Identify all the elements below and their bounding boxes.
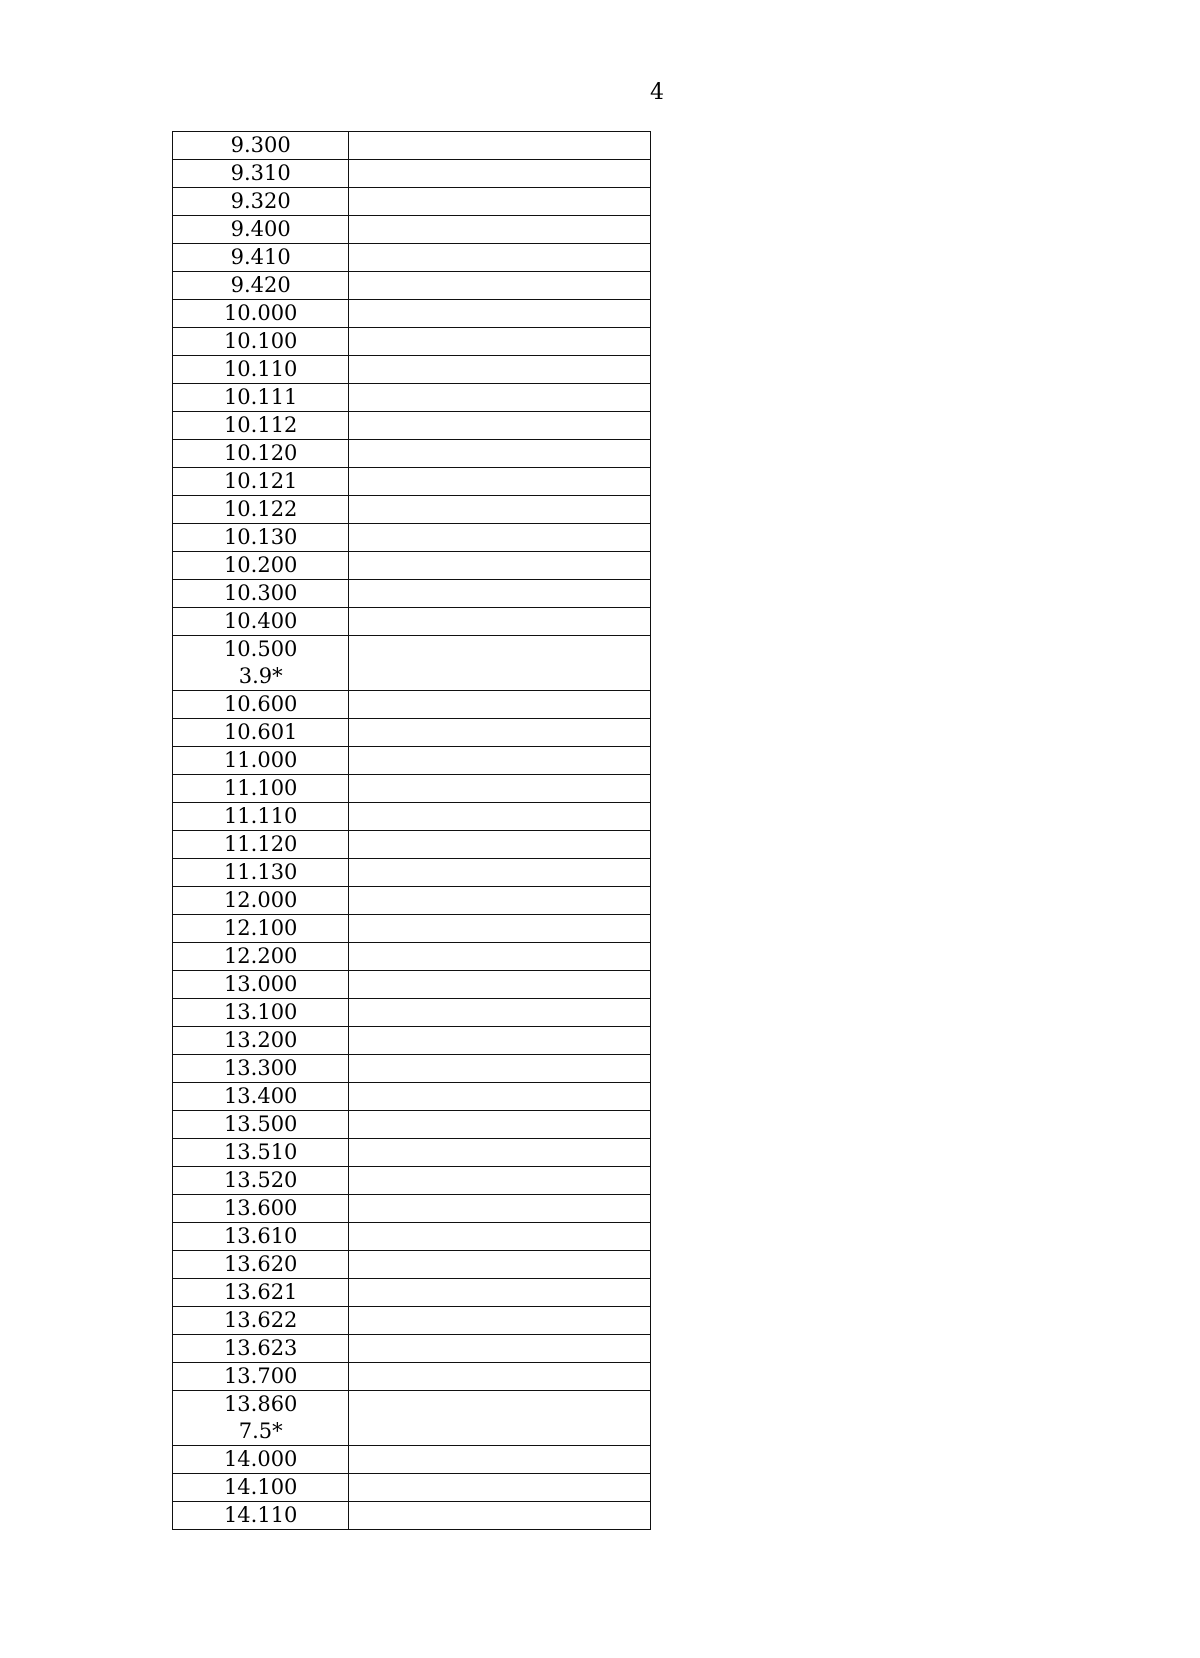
code-cell [173, 719, 349, 747]
page-number: 4 [650, 80, 664, 105]
code-text: 13.000 [223, 972, 298, 996]
value-cell [349, 580, 651, 608]
table-row [173, 719, 651, 747]
table-row [173, 468, 651, 496]
code-text: 13.400 [223, 1084, 298, 1108]
code-cell [173, 300, 349, 328]
code-cell [173, 1502, 349, 1530]
code-text: 9.420 [230, 273, 291, 297]
value-cell [349, 1363, 651, 1391]
table-row [173, 747, 651, 775]
code-cell [173, 971, 349, 999]
code-text: 13.200 [223, 1028, 298, 1052]
code-cell [173, 468, 349, 496]
table-row [173, 1307, 651, 1335]
code-cell [173, 831, 349, 859]
value-cell [349, 1139, 651, 1167]
code-cell [173, 1279, 349, 1307]
code-text: 13.621 [223, 1280, 298, 1304]
value-cell [349, 1167, 651, 1195]
table-row [173, 971, 651, 999]
code-text: 12.100 [223, 916, 298, 940]
table-row [173, 1335, 651, 1363]
code-text: 13.510 [223, 1140, 298, 1164]
code-cell [173, 580, 349, 608]
code-cell [173, 1139, 349, 1167]
code-text: 10.300 [223, 581, 298, 605]
table-row [173, 412, 651, 440]
table-row [173, 999, 651, 1027]
code-cell [173, 412, 349, 440]
table-row [173, 356, 651, 384]
table-row [173, 1167, 651, 1195]
code-text: 9.400 [230, 217, 291, 241]
value-cell [349, 915, 651, 943]
value-cell [349, 412, 651, 440]
code-text: 10.400 [223, 609, 298, 633]
table-row [173, 636, 651, 691]
code-table-body [173, 132, 651, 1530]
code-cell [173, 1195, 349, 1223]
code-text: 10.200 [223, 553, 298, 577]
table-row [173, 1223, 651, 1251]
code-text: 10.111 [223, 385, 298, 409]
code-cell [173, 132, 349, 160]
table-row [173, 580, 651, 608]
table-row [173, 524, 651, 552]
code-text: 9.310 [230, 161, 291, 185]
code-text: 11.110 [223, 804, 298, 828]
code-cell [173, 1055, 349, 1083]
value-cell [349, 384, 651, 412]
table-row [173, 943, 651, 971]
table-row [173, 1474, 651, 1502]
code-text: 10.100 [223, 329, 298, 353]
value-cell [349, 440, 651, 468]
value-cell [349, 244, 651, 272]
value-cell [349, 859, 651, 887]
code-text: 10.110 [223, 357, 298, 381]
value-cell [349, 803, 651, 831]
table-row [173, 132, 651, 160]
code-text: 13.610 [223, 1224, 298, 1248]
code-cell [173, 328, 349, 356]
code-cell [173, 1474, 349, 1502]
code-cell [173, 999, 349, 1027]
value-cell [349, 608, 651, 636]
table-row [173, 915, 651, 943]
value-cell [349, 496, 651, 524]
table-row [173, 803, 651, 831]
code-cell [173, 356, 349, 384]
value-cell [349, 1027, 651, 1055]
code-text: 9.410 [230, 245, 291, 269]
code-cell [173, 1083, 349, 1111]
code-cell [173, 272, 349, 300]
table-row [173, 887, 651, 915]
code-text: 13.500 [223, 1112, 298, 1136]
table-row [173, 328, 651, 356]
value-cell [349, 328, 651, 356]
code-cell [173, 1223, 349, 1251]
code-text: 10.121 [223, 469, 298, 493]
value-cell [349, 747, 651, 775]
code-text: 3.9* [238, 664, 283, 688]
value-cell [349, 887, 651, 915]
code-cell [173, 859, 349, 887]
code-text: 13.520 [223, 1168, 298, 1192]
code-text: 10.120 [223, 441, 298, 465]
code-text: 10.122 [223, 497, 298, 521]
code-cell [173, 1391, 349, 1446]
table-row [173, 1391, 651, 1446]
table-row [173, 1502, 651, 1530]
code-cell [173, 1335, 349, 1363]
value-cell [349, 188, 651, 216]
table-row [173, 608, 651, 636]
code-text: 14.100 [223, 1475, 298, 1499]
code-text: 7.5* [238, 1419, 283, 1443]
value-cell [349, 1391, 651, 1446]
code-text: 14.000 [223, 1447, 298, 1471]
code-cell [173, 803, 349, 831]
value-cell [349, 300, 651, 328]
value-cell [349, 971, 651, 999]
code-text: 13.620 [223, 1252, 298, 1276]
value-cell [349, 468, 651, 496]
code-text: 11.100 [223, 776, 298, 800]
table-row [173, 831, 651, 859]
code-text: 14.110 [223, 1503, 298, 1527]
value-cell [349, 1279, 651, 1307]
code-cell [173, 1251, 349, 1279]
code-cell [173, 636, 349, 691]
table-row [173, 300, 651, 328]
table-row [173, 1111, 651, 1139]
code-text: 12.200 [223, 944, 298, 968]
table-row [173, 691, 651, 719]
value-cell [349, 1335, 651, 1363]
value-cell [349, 356, 651, 384]
value-cell [349, 160, 651, 188]
value-cell [349, 1195, 651, 1223]
code-text: 12.000 [223, 888, 298, 912]
table-row [173, 1279, 651, 1307]
code-cell [173, 747, 349, 775]
table-row [173, 496, 651, 524]
value-cell [349, 524, 651, 552]
value-cell [349, 1446, 651, 1474]
code-cell [173, 496, 349, 524]
code-text: 13.623 [223, 1336, 298, 1360]
value-cell [349, 1307, 651, 1335]
table-row [173, 440, 651, 468]
value-cell [349, 943, 651, 971]
code-text: 10.130 [223, 525, 298, 549]
code-cell [173, 524, 349, 552]
table-row [173, 859, 651, 887]
code-text: 13.300 [223, 1056, 298, 1080]
table-row [173, 1446, 651, 1474]
value-cell [349, 132, 651, 160]
table-row [173, 216, 651, 244]
code-cell [173, 160, 349, 188]
code-text: 9.300 [230, 133, 291, 157]
code-cell [173, 1111, 349, 1139]
code-text: 10.600 [223, 692, 298, 716]
value-cell [349, 1502, 651, 1530]
code-text: 13.600 [223, 1196, 298, 1220]
code-text: 10.000 [223, 301, 298, 325]
value-cell [349, 1111, 651, 1139]
code-text: 13.622 [223, 1308, 298, 1332]
code-cell [173, 608, 349, 636]
table-row [173, 272, 651, 300]
table-row [173, 244, 651, 272]
table-row [173, 160, 651, 188]
value-cell [349, 216, 651, 244]
value-cell [349, 636, 651, 691]
code-cell [173, 552, 349, 580]
table-row [173, 1055, 651, 1083]
code-text: 13.700 [223, 1364, 298, 1388]
code-cell [173, 1307, 349, 1335]
code-cell [173, 1167, 349, 1195]
code-text: 9.320 [230, 189, 291, 213]
value-cell [349, 552, 651, 580]
table-row [173, 1139, 651, 1167]
code-text: 10.500 [223, 637, 298, 661]
table-row [173, 384, 651, 412]
value-cell [349, 272, 651, 300]
value-cell [349, 691, 651, 719]
code-cell [173, 691, 349, 719]
table-row [173, 1195, 651, 1223]
value-cell [349, 719, 651, 747]
code-table [172, 131, 651, 1530]
code-text: 13.860 [223, 1392, 298, 1416]
table-row [173, 1083, 651, 1111]
code-cell [173, 915, 349, 943]
table-row [173, 1251, 651, 1279]
table-row [173, 552, 651, 580]
code-cell [173, 775, 349, 803]
value-cell [349, 775, 651, 803]
code-cell [173, 1363, 349, 1391]
table-row [173, 775, 651, 803]
code-cell [173, 188, 349, 216]
code-cell [173, 244, 349, 272]
table-row [173, 1363, 651, 1391]
table-row [173, 1027, 651, 1055]
code-cell [173, 216, 349, 244]
code-text: 11.130 [223, 860, 298, 884]
value-cell [349, 1474, 651, 1502]
code-text: 10.112 [223, 413, 298, 437]
value-cell [349, 1083, 651, 1111]
code-cell [173, 1027, 349, 1055]
code-cell [173, 943, 349, 971]
table-row [173, 188, 651, 216]
code-text: 10.601 [223, 720, 298, 744]
code-cell [173, 1446, 349, 1474]
code-text: 11.000 [223, 748, 298, 772]
code-cell [173, 384, 349, 412]
code-text: 13.100 [223, 1000, 298, 1024]
value-cell [349, 831, 651, 859]
code-text: 11.120 [223, 832, 298, 856]
value-cell [349, 1223, 651, 1251]
code-cell [173, 440, 349, 468]
code-cell [173, 887, 349, 915]
value-cell [349, 999, 651, 1027]
value-cell [349, 1251, 651, 1279]
value-cell [349, 1055, 651, 1083]
